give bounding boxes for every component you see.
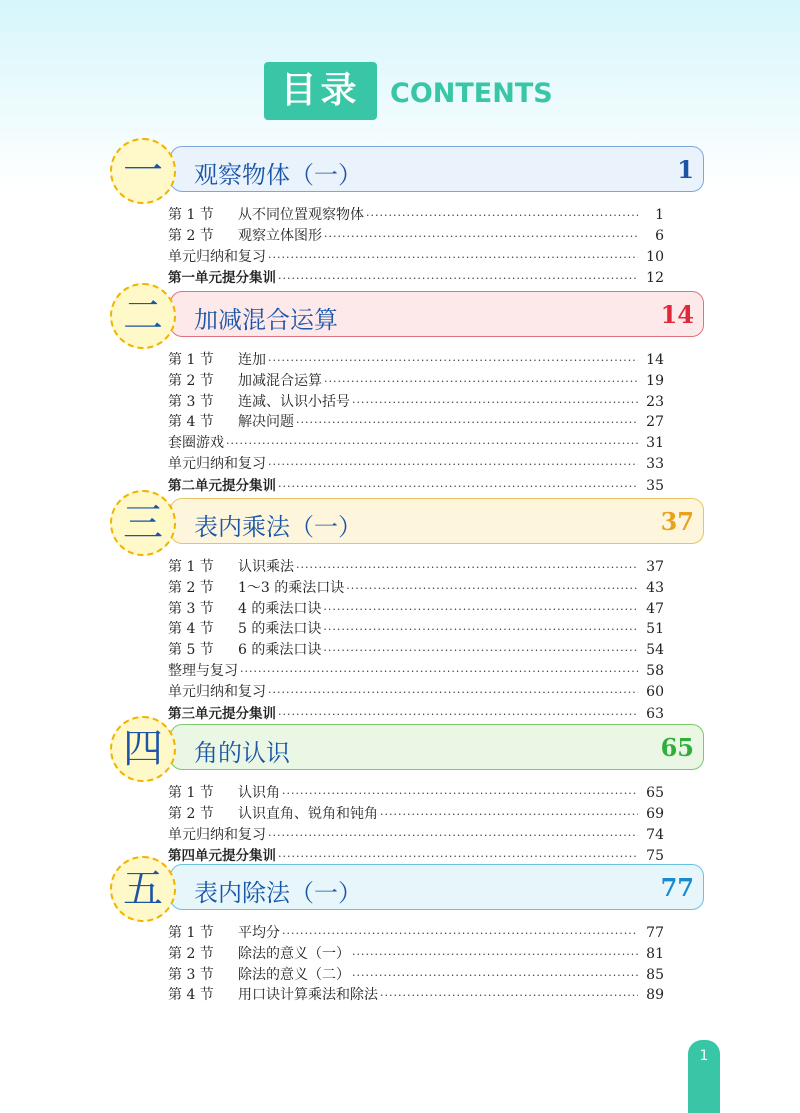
dot-leader	[366, 209, 638, 222]
unit-header[interactable]	[110, 283, 710, 347]
dot-leader	[323, 644, 638, 657]
dot-leader	[380, 808, 638, 821]
entry-page-number: 27	[646, 414, 664, 431]
toc-entry[interactable]	[168, 349, 664, 370]
entry-page-number: 47	[646, 600, 664, 617]
entry-section-number: 第 1 节	[168, 352, 214, 368]
toc-entry[interactable]	[168, 432, 664, 453]
toc-entry[interactable]	[168, 803, 664, 824]
entry-title: 连减、认识小括号	[238, 393, 350, 410]
toc-entry[interactable]	[168, 246, 664, 267]
entry-title: 4 的乘法口诀	[238, 600, 322, 617]
entry-page-number: 60	[646, 683, 664, 700]
entry-title: 除法的意义（二）	[238, 966, 350, 983]
entry-section-number: 第 2 节	[168, 945, 214, 962]
entry-page-number: 54	[646, 642, 664, 659]
unit-entries	[110, 782, 710, 865]
entry-page-number: 75	[646, 848, 664, 865]
toc-entry[interactable]	[168, 556, 664, 577]
entry-section-number: 第 1 节	[168, 207, 214, 223]
entry-page-number: 81	[646, 945, 664, 962]
entry-title: 连加	[238, 352, 266, 368]
entry-title: 5 的乘法口诀	[238, 621, 322, 638]
dot-leader	[296, 416, 638, 429]
unit-page-number: 14	[660, 300, 694, 329]
dot-leader	[352, 396, 638, 409]
entry-section-number: 第 5 节	[168, 642, 214, 659]
entry-page-number: 65	[646, 785, 664, 801]
toc-entry[interactable]	[168, 577, 664, 598]
toc-entry[interactable]	[168, 922, 664, 943]
entry-section-number: 第 2 节	[168, 579, 214, 596]
unit-page-number: 77	[660, 873, 694, 902]
entry-section-number: 第 2 节	[168, 805, 214, 822]
entry-page-number: 77	[646, 925, 664, 941]
dot-leader	[282, 787, 638, 800]
toc-entry[interactable]	[168, 411, 664, 432]
contents-title-en: CONTENTS	[390, 78, 553, 109]
unit-numeral-badge	[110, 283, 176, 349]
entry-title: 第一单元提分集训	[168, 270, 276, 287]
unit-numeral-badge	[110, 716, 176, 782]
dot-leader	[268, 829, 638, 842]
toc-entry[interactable]	[168, 370, 664, 391]
unit-numeral: 二	[123, 293, 163, 339]
entry-title: 单元归纳和复习	[168, 455, 266, 472]
entry-page-number: 63	[646, 705, 664, 722]
dot-leader	[240, 665, 638, 678]
toc-entry[interactable]	[168, 964, 664, 985]
entry-page-number: 37	[646, 559, 664, 575]
entry-section-number: 第 1 节	[168, 925, 214, 941]
unit-page-number: 65	[660, 733, 694, 762]
entry-page-number: 85	[646, 966, 664, 983]
entry-title: 第四单元提分集训	[168, 848, 276, 865]
toc-entry[interactable]	[168, 598, 664, 619]
entry-title: 单元归纳和复习	[168, 683, 266, 700]
entry-title: 第二单元提分集训	[168, 477, 276, 494]
unit-numeral: 五	[123, 866, 163, 912]
unit-numeral-badge	[110, 856, 176, 922]
unit-numeral-badge	[110, 138, 176, 204]
entry-title: 单元归纳和复习	[168, 826, 266, 843]
unit-title: 角的认识	[194, 739, 290, 767]
entry-title: 单元归纳和复习	[168, 248, 266, 265]
entry-section-number: 第 3 节	[168, 393, 214, 410]
entry-page-number: 43	[646, 579, 664, 596]
dot-leader	[324, 375, 638, 388]
dot-leader	[268, 251, 638, 264]
entry-page-number: 89	[646, 987, 664, 1004]
entry-title: 1～3 的乘法口诀	[238, 579, 345, 596]
entry-title: 认识角	[238, 785, 280, 801]
dot-leader	[282, 927, 638, 940]
toc-entry[interactable]	[168, 204, 664, 225]
unit-header[interactable]	[110, 138, 710, 202]
entry-title: 第三单元提分集训	[168, 705, 276, 722]
entry-title: 认识乘法	[238, 559, 294, 575]
entry-title: 观察立体图形	[238, 227, 322, 244]
toc-entry[interactable]	[168, 453, 664, 474]
toc-entry[interactable]	[168, 660, 664, 681]
toc-entry[interactable]	[168, 782, 664, 803]
toc-entry[interactable]	[168, 984, 664, 1005]
unit-entries	[110, 556, 710, 722]
dot-leader	[352, 948, 638, 961]
unit-page-number: 1	[677, 155, 694, 184]
dot-leader	[346, 582, 638, 595]
dot-leader	[323, 603, 638, 616]
entry-section-number: 第 3 节	[168, 600, 214, 617]
entry-page-number: 23	[646, 393, 664, 410]
entry-title: 平均分	[238, 925, 280, 941]
unit-title: 观察物体（一）	[194, 161, 362, 189]
unit-page-number: 37	[660, 507, 694, 536]
entry-title: 用口诀计算乘法和除法	[238, 987, 378, 1004]
toc-entry[interactable]	[168, 681, 664, 702]
unit-numeral: 四	[123, 726, 163, 772]
toc-entry[interactable]	[168, 391, 664, 412]
entry-page-number: 35	[646, 477, 664, 494]
unit-title: 表内乘法（一）	[194, 513, 362, 541]
unit-header[interactable]	[110, 490, 710, 554]
page-number: 1	[699, 1048, 709, 1064]
toc-entry[interactable]	[168, 618, 664, 639]
unit-entries	[110, 922, 710, 1005]
entry-page-number: 33	[646, 455, 664, 472]
dot-leader	[323, 623, 638, 636]
entry-title: 解决问题	[238, 414, 294, 431]
entry-title: 加减混合运算	[238, 372, 322, 389]
toc-entry[interactable]	[168, 824, 664, 845]
unit-numeral-badge	[110, 490, 176, 556]
entry-section-number: 第 2 节	[168, 227, 214, 244]
dot-leader	[268, 354, 638, 367]
entry-page-number: 6	[655, 227, 664, 244]
unit-title: 表内除法（一）	[194, 879, 362, 907]
entry-title: 从不同位置观察物体	[238, 207, 364, 223]
entry-page-number: 14	[646, 352, 664, 368]
unit-title: 加减混合运算	[194, 306, 338, 334]
toc-unit	[110, 490, 710, 722]
entry-title: 套圈游戏	[168, 435, 224, 452]
entry-page-number: 1	[655, 207, 664, 223]
entry-page-number: 51	[646, 621, 664, 638]
dot-leader	[324, 230, 638, 243]
entry-title: 整理与复习	[168, 662, 238, 679]
entry-title: 6 的乘法口诀	[238, 642, 322, 659]
entry-page-number: 58	[646, 662, 664, 679]
entry-title: 除法的意义（一）	[238, 945, 350, 962]
toc-unit	[110, 716, 710, 865]
contents-title-cn: 目录	[264, 62, 377, 120]
entry-section-number: 第 2 节	[168, 372, 214, 389]
toc-unit	[110, 283, 710, 495]
unit-numeral: 三	[123, 500, 163, 546]
toc-unit	[110, 138, 710, 287]
dot-leader	[268, 458, 638, 471]
entry-section-number: 第 1 节	[168, 785, 214, 801]
unit-entries	[110, 204, 710, 287]
entry-page-number: 31	[646, 435, 664, 452]
dot-leader	[380, 989, 638, 1002]
contents-header	[0, 62, 800, 122]
toc-entry[interactable]	[168, 225, 664, 246]
entry-section-number: 第 4 节	[168, 414, 214, 431]
unit-header[interactable]	[110, 716, 710, 780]
unit-header[interactable]	[110, 856, 710, 920]
entry-section-number: 第 4 节	[168, 987, 214, 1004]
toc-entry[interactable]	[168, 943, 664, 964]
unit-numeral: 一	[123, 148, 163, 194]
entry-page-number: 69	[646, 805, 664, 822]
entry-title: 认识直角、锐角和钝角	[238, 805, 378, 822]
dot-leader	[268, 686, 638, 699]
entry-section-number: 第 1 节	[168, 559, 214, 575]
entry-section-number: 第 3 节	[168, 966, 214, 983]
entry-section-number: 第 4 节	[168, 621, 214, 638]
page-number-tab	[688, 1040, 720, 1113]
entry-page-number: 74	[646, 826, 664, 843]
toc-entry[interactable]	[168, 639, 664, 660]
dot-leader	[226, 437, 638, 450]
unit-entries	[110, 349, 710, 495]
entry-page-number: 19	[646, 372, 664, 389]
dot-leader	[352, 969, 638, 982]
entry-page-number: 12	[646, 270, 664, 287]
toc-unit	[110, 856, 710, 1005]
entry-page-number: 10	[646, 248, 664, 265]
dot-leader	[296, 561, 638, 574]
